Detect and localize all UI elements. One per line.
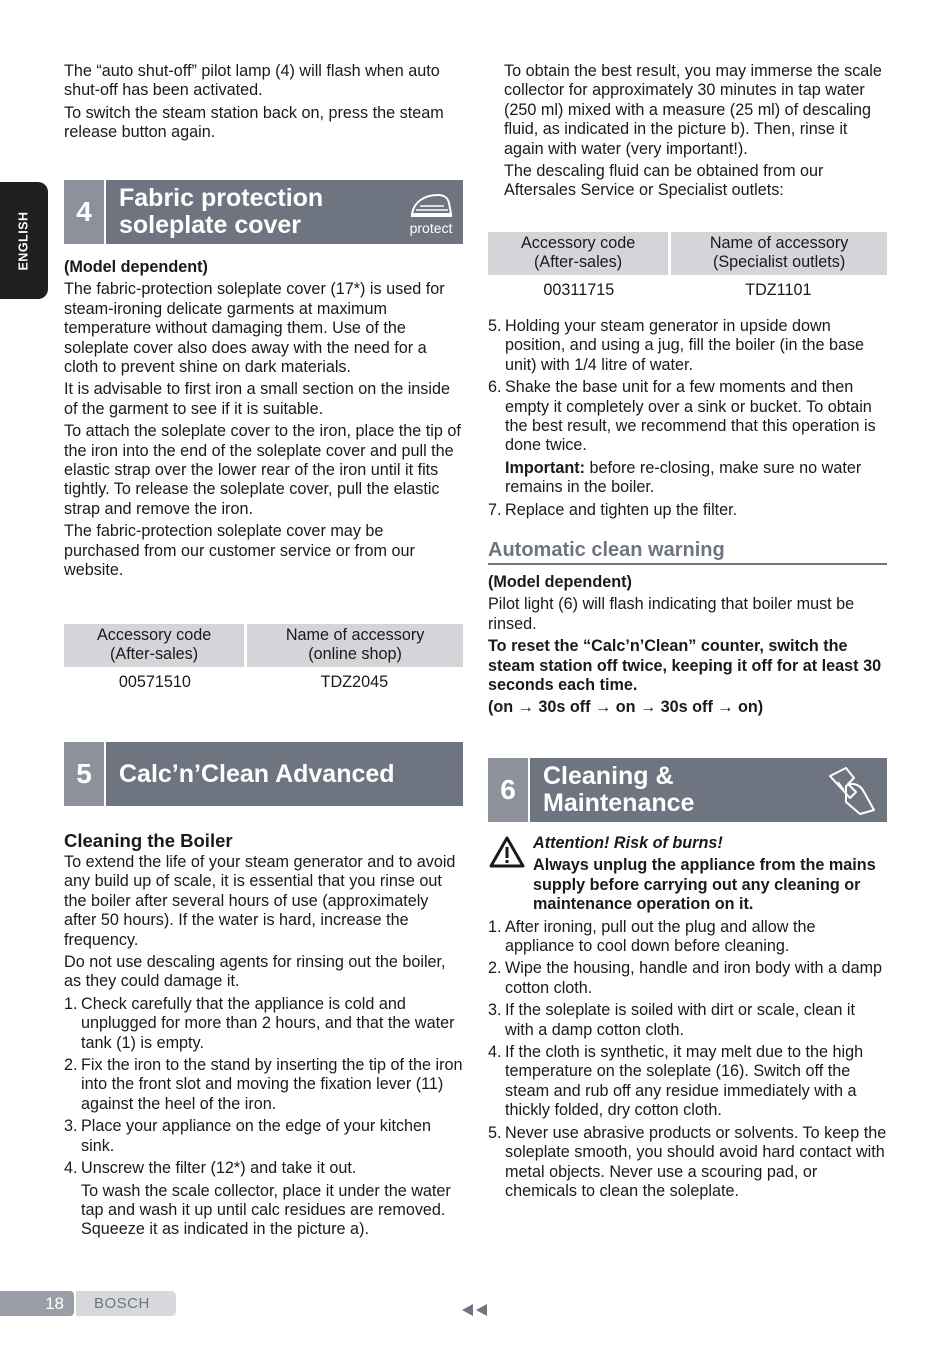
steps-list: [64, 995, 463, 1179]
warning-triangle-icon: [488, 835, 526, 869]
steps-list: [488, 918, 887, 1202]
table-header-cell: Accessory code (After-sales): [64, 624, 246, 667]
list-item: 1. After ironing, pull out the plug and allow the appliance to cool down before cleaning.: [488, 917, 816, 956]
table-row: [64, 667, 463, 696]
body-paragraph: To obtain the best result, you may immerse the scale collector for approximately 30 minutes in tap water (250 ml) mixed with a measure (25 ml) of descaling fluid, as indicated in the picture b). Then, rinse it again with water (very important!).: [504, 62, 882, 158]
steps-list: [488, 317, 887, 456]
body-paragraph: It is advisable to first iron a small section on the inside of the garment to see if it is suitable.: [64, 380, 450, 418]
left-intro: [64, 62, 463, 146]
accessory-table-right: [488, 232, 887, 304]
previous-page-icon[interactable]: [461, 1303, 489, 1322]
intro-paragraph: To switch the steam station back on, press the steam release button again.: [64, 103, 444, 142]
list-item: 3. If the soleplate is soiled with dirt or scale, clean it with a damp cotton cloth.: [488, 1001, 855, 1039]
list-item: 4. If the cloth is synthetic, it may melt due to the high temperature on the soleplate (16). Switch off the steam and rub off any residue immediately with a thickly folded, dry cotton cloth.: [488, 1043, 864, 1120]
warning-block: [488, 834, 887, 918]
accessory-table-left: [64, 624, 463, 696]
section-5-header: [64, 742, 463, 806]
list-item: 2. Wipe the housing, handle and iron body with a damp cotton cloth.: [488, 959, 883, 997]
table-cell: 00311715: [543, 280, 615, 299]
body-paragraph: Pilot light (6) will flash indicating that boiler must be rinsed.: [488, 595, 855, 633]
section-title-line: Cleaning &: [543, 762, 674, 790]
brand-label: BOSCH: [76, 1291, 176, 1316]
list-item: 3. Place your appliance on the edge of your kitchen sink.: [64, 1117, 432, 1155]
accessory-table: [488, 232, 887, 304]
language-tab: [0, 182, 48, 299]
steps-list: [488, 501, 887, 520]
list-item: 7. Replace and tighten up the filter.: [488, 500, 738, 519]
iron-protect-icon: [399, 180, 463, 244]
section-title: [106, 180, 399, 244]
table-cell: TDZ2045: [320, 672, 389, 691]
table-header-row: [488, 232, 887, 275]
table-header-cell: Name of accessory (Specialist outlets): [670, 232, 887, 275]
cleaning-hand-icon: [824, 762, 880, 818]
table-row: [488, 275, 887, 304]
attention-heading: Attention! Risk of burns!: [533, 834, 723, 852]
section-number: 4: [64, 180, 106, 244]
table-header-cell: Name of accessory (online shop): [246, 624, 463, 667]
section-4-header: [64, 180, 463, 244]
table-header-cell: Accessory code (After-sales): [488, 232, 670, 275]
table-cell: 00571510: [118, 672, 191, 691]
body-paragraph: The descaling fluid can be obtained from our Aftersales Service or Specialist outlets:: [504, 162, 824, 200]
hand-cloth-icon: [817, 758, 887, 822]
section-number: 5: [64, 742, 106, 806]
double-left-arrow-icon: [461, 1303, 489, 1317]
reset-sequence: (on → 30s off → on → 30s off → on): [488, 698, 764, 717]
subsection-heading: Automatic clean warning: [488, 539, 887, 565]
section-title-line: Maintenance: [543, 789, 695, 817]
warning-text: Always unplug the appliance from the mains supply before carrying out any cleaning or maintenance operation on it.: [533, 856, 876, 914]
body-paragraph: To extend the life of your steam generator and to avoid any build up of scale, it is essential that you rinse out the boiler after several hours of use (approximately after 50 hours). If the water is hard, increase the frequency.: [64, 853, 456, 949]
page-number: 18: [0, 1291, 74, 1316]
list-item: 4. Unscrew the filter (12*) and take it out.: [64, 1159, 357, 1178]
body-paragraph: The fabric-protection soleplate cover (17*) is used for steam-ironing delicate garments at maximum temperature without damaging them. Use of the soleplate cover also does away with the need for a cloth to prevent shine on dark materials.: [64, 280, 445, 377]
language-tab-label: ENGLISH: [17, 210, 31, 271]
section-title-line: Fabric protection: [119, 184, 324, 212]
accessory-table: [64, 624, 463, 696]
model-dependent-note: (Model dependent): [488, 573, 632, 591]
section-title: [530, 758, 817, 822]
list-item: 5. Never use abrasive products or solvents. To keep the soleplate smooth, you should avoid hard contact with metal objects. Never use a scouring pad, or chemicals to clean the soleplate.: [488, 1123, 887, 1200]
intro-paragraph: The “auto shut-off” pilot lamp (4) will flash when auto shut-off has been activated.: [64, 62, 440, 100]
section-6-header: [488, 758, 887, 822]
body-paragraph: To attach the soleplate cover to the iron, place the tip of the iron into the end of the soleplate cover and pull the elastic strap over the lower rear of the iron until it fits tightly. To release the soleplate cover, pull the elastic strap and remove the iron.: [64, 422, 461, 518]
table-cell: TDZ1101: [745, 280, 812, 299]
body-paragraph: The fabric-protection soleplate cover may be purchased from our customer service or from our website.: [64, 522, 415, 580]
list-item: 5. Holding your steam generator in upside down position, and using a jug, fill the boiler (in the base unit) with 1/4 litre of water.: [488, 317, 865, 374]
section-5-body: [64, 830, 463, 1243]
model-dependent-note: (Model dependent): [64, 258, 208, 276]
list-item: 6. Shake the base unit for a few moments and then empty it completely over a sink or bucket. To obtain the best result, we recommend that this operation is done twice.: [488, 378, 876, 455]
list-item: 2. Fix the iron to the stand by inserting the tip of the iron into the front slot and moving the fixation lever (11) against the heel of the iron.: [64, 1056, 463, 1113]
section-number: 6: [488, 758, 530, 822]
important-note: Important: before re-closing, make sure no water remains in the boiler.: [505, 458, 862, 497]
reset-instruction: To reset the “Calc’n’Clean” counter, switch the steam station off twice, keeping it off for at least 30 seconds each time.: [488, 637, 882, 695]
icon-label: protect: [409, 219, 453, 236]
iron-icon: [408, 190, 454, 220]
section-title-line: soleplate cover: [119, 211, 302, 239]
subheading: Cleaning the Boiler: [64, 830, 233, 851]
section-title: Calc’n’Clean Advanced: [119, 759, 395, 788]
steps-continued: [488, 317, 887, 523]
table-header-row: [64, 624, 463, 667]
section-6-body: [488, 834, 887, 1204]
list-item: 1. Check carefully that the appliance is cold and unplugged for more than 2 hours, and that the water tank (1) is empty.: [64, 994, 455, 1052]
automatic-clean-warning: [488, 539, 887, 721]
section-4-body: [64, 258, 463, 584]
right-intro: [504, 62, 887, 204]
step-continuation: To wash the scale collector, place it under the water tap and wash it up until calc residues are removed. Squeeze it as indicated in the picture a).: [81, 1181, 451, 1239]
body-paragraph: Do not use descaling agents for rinsing out the boiler, as they could damage it.: [64, 953, 446, 991]
